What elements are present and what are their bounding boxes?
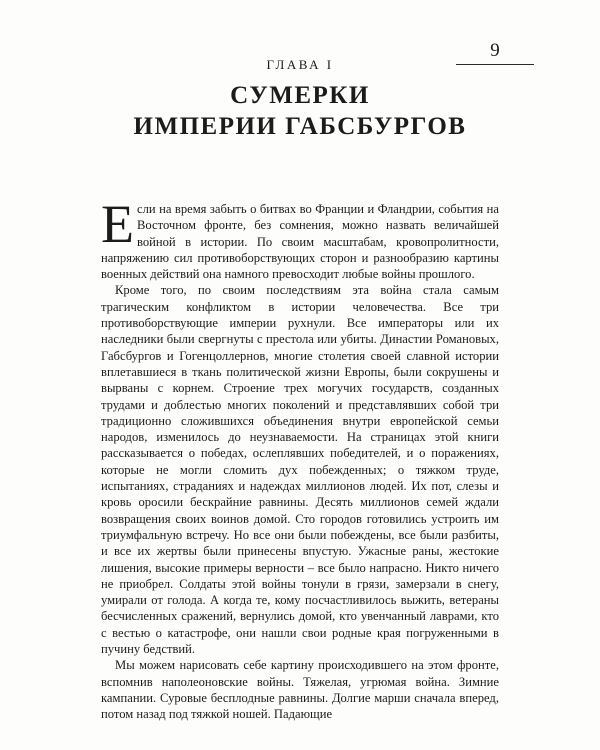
- paragraph-1-text: сли на время забыть о битвах во Франции и Фландрии, события на Восточном фронте, без сомнения, можно назвать величайшей войной в истории. По своим масштабам, кровопролитности, напряжению сил противоборствующих сторон и разнообразию картины военных действий она намного превосходит любые войны прошлого.: [101, 202, 499, 282]
- paragraph-2: Кроме того, по своим последствиям эта война стала самым трагическим конфликтом в истории человечества. Все три противоборствующие империи рухнули. Все императоры или их наследники были свергнуты с престола или убиты. Династии Романовых, Габсбургов и Гогенцоллернов, многие столетия своей славной истории вплетавшиеся в ткань политической жизни Европы, были сокрушены и вырваны с корнем. Строение трех могучих государств, созданных трудами и доблестью многих поколений и представлявших собой три традиционно сложившихся объединения внутри европейской семьи народов, изменилось до неузнаваемости. На страницах этой книги рассказывается о победах, ослеплявших победителей, и о поражениях, которые не могли сломить дух побежденных; о тяжком труде, испытаниях, страданиях и надеждах миллионов людей. Их пот, слезы и кровь оросили бескрайние равнины. Десять миллионов семей ждали возвращения своих воинов домой. Сто городов готовились устроить им триумфальную встречу. Но все они были побеждены, все были разбиты, и все их жертвы были принесены впустую. Ужасные раны, жестокие лишения, высокие примеры верности – все было напрасно. Никто ничего не приобрел. Солдаты этой войны тонули в грязи, замерзали в снегу, умирали от голода. А когда те, кому посчастливилось выжить, ветераны бесчисленных сражений, вернулись домой, кто увенчанный лаврами, кто с вестью о катастрофе, они нашли свои родные края погруженными в пучину бедствий.: [101, 283, 499, 657]
- chapter-title-line-2: ИМПЕРИИ ГАБСБУРГОВ: [133, 113, 467, 140]
- paragraph-1: [101, 194, 499, 282]
- paragraph-3: Мы можем нарисовать себе картину происходившего на этом фронте, вспомнив наполеоновские войны. Тяжелая, угрюмая война. Зимние кампании. Суровые бесплодные равнины. Долгие марши сначала вперед, потом назад под тяжкой ношей. Падающие: [101, 658, 499, 722]
- chapter-title: [0, 80, 600, 142]
- chapter-title-line-1: СУМЕРКИ: [230, 82, 370, 109]
- drop-cap: Е: [101, 194, 134, 254]
- body-text: [101, 194, 499, 723]
- page-number: 9: [490, 40, 500, 61]
- chapter-label: ГЛАВА I: [266, 57, 334, 72]
